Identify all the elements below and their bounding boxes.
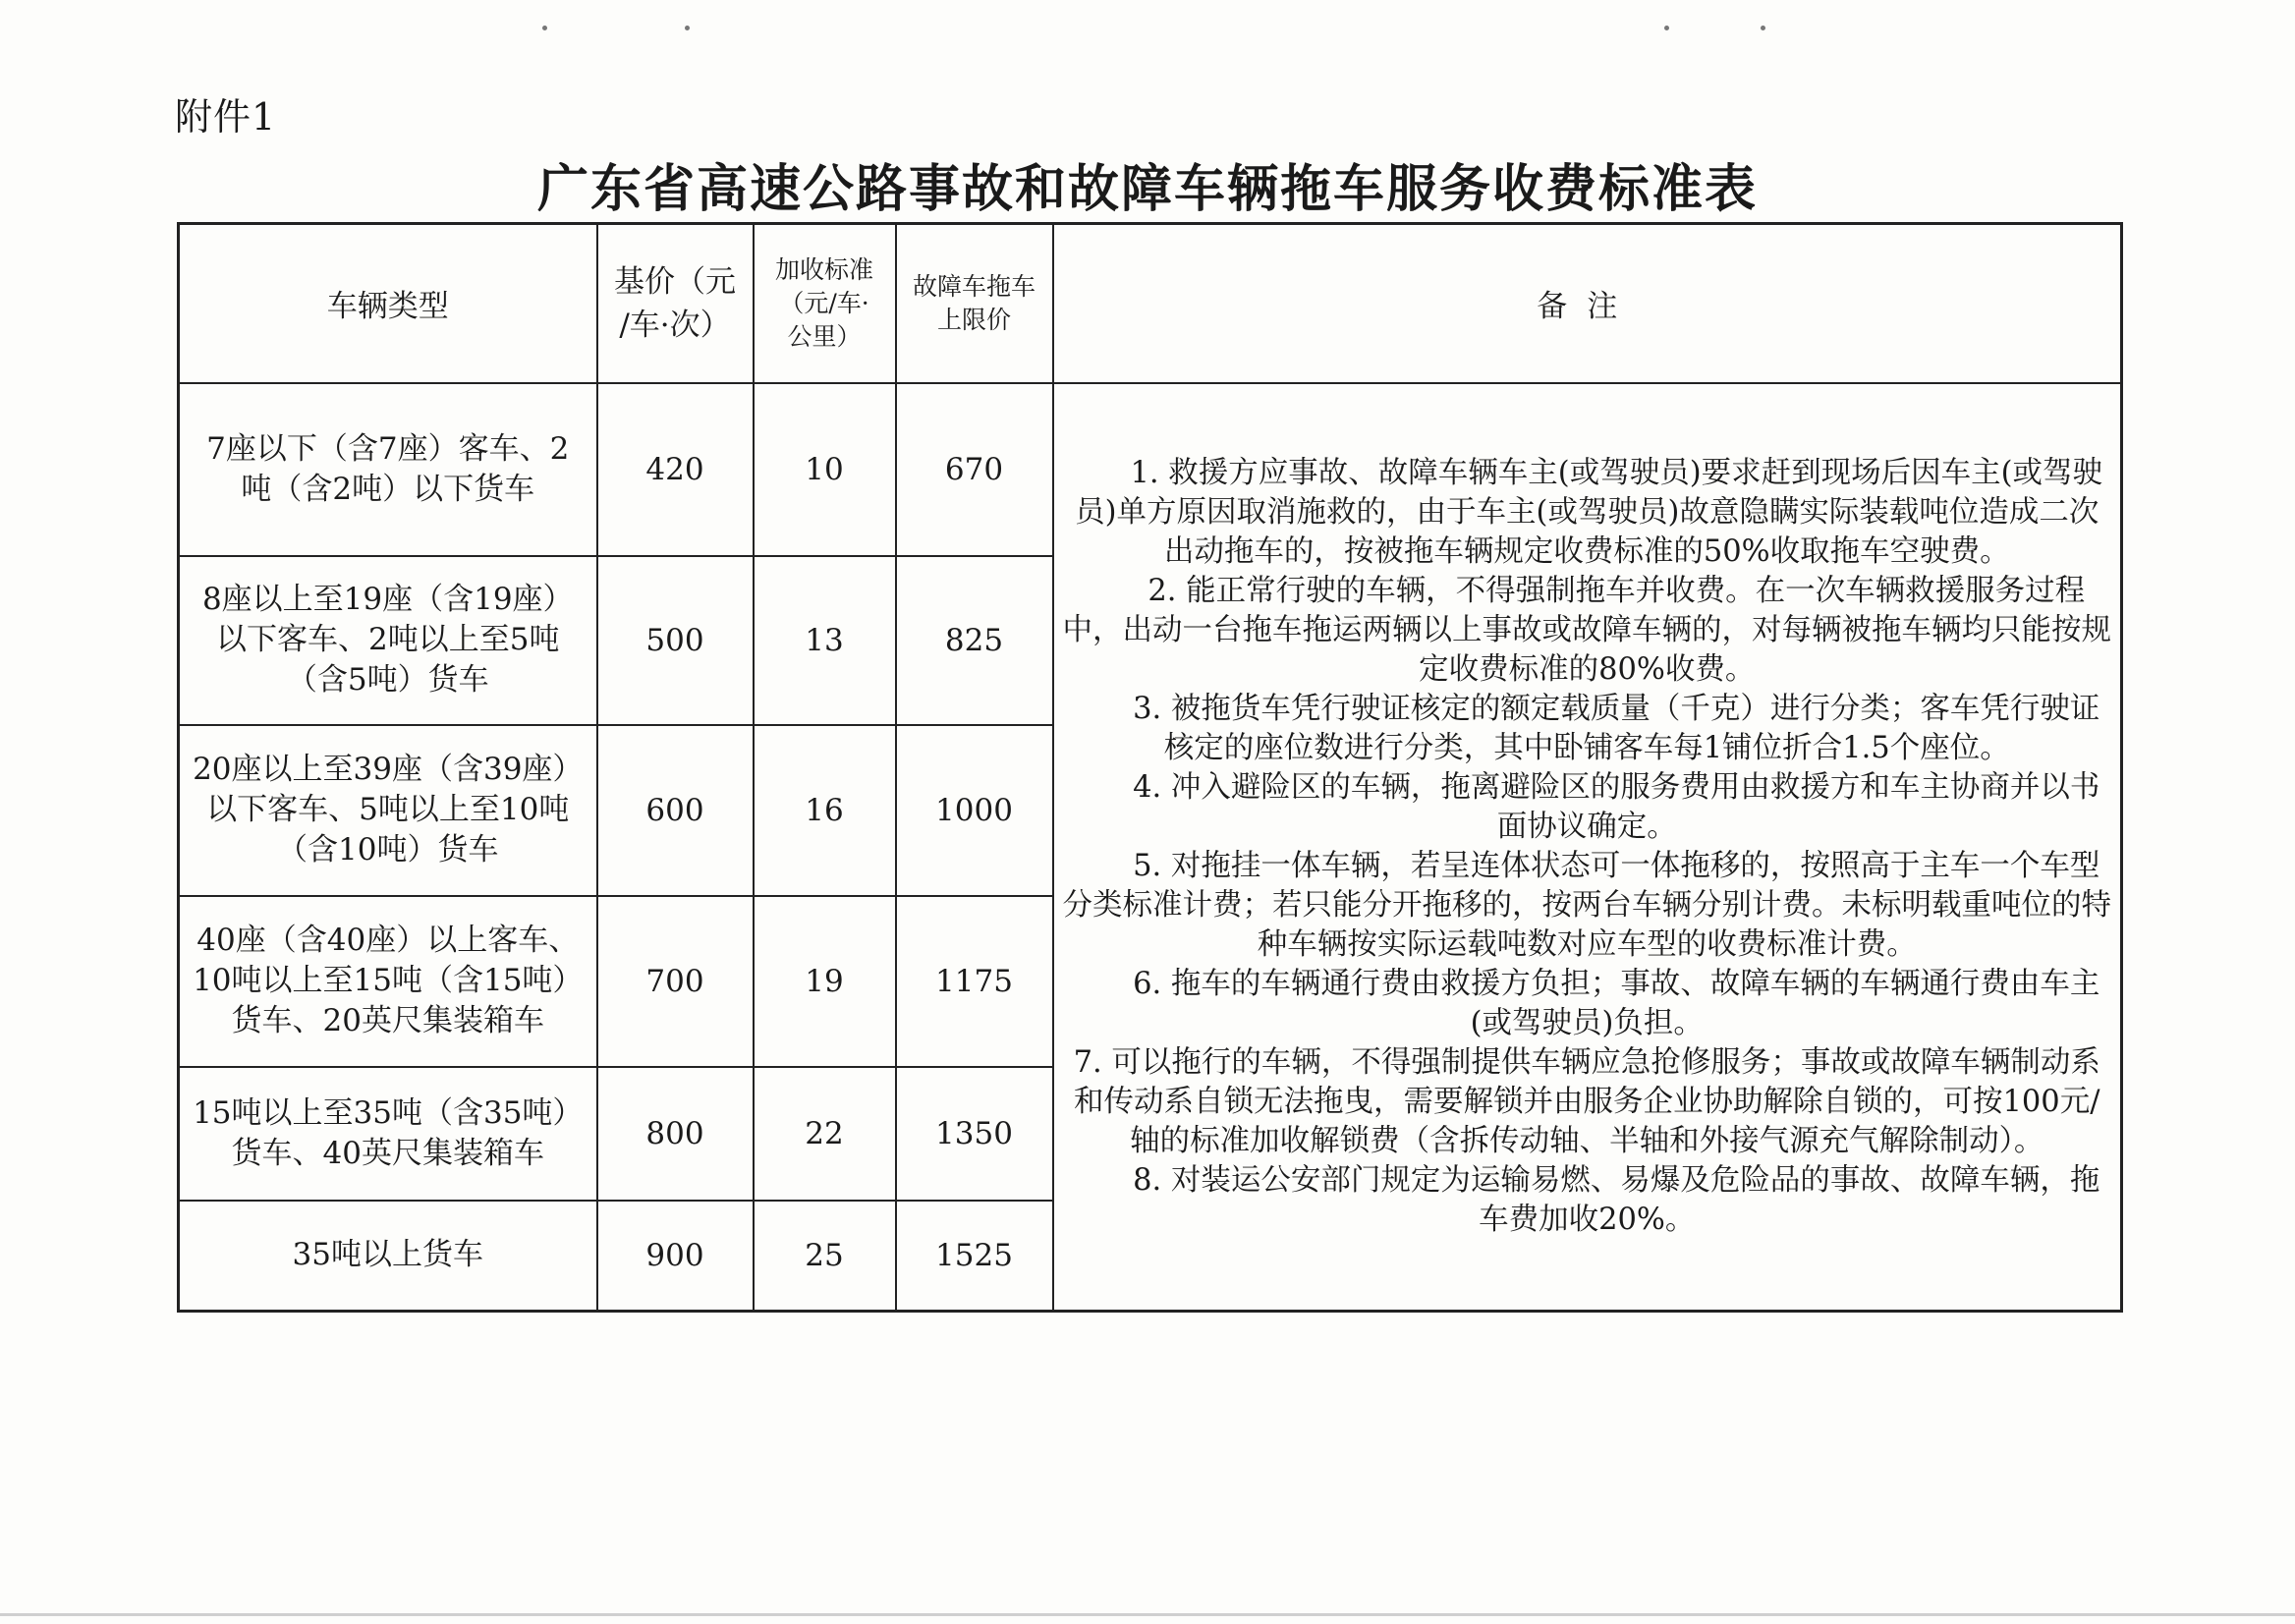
scan-speck <box>685 26 690 30</box>
table-row <box>179 383 2122 556</box>
surcharge-cell: 10 <box>754 383 896 556</box>
header-cap-line: 故障车拖车 <box>912 271 1036 301</box>
cap-price-cell: 1175 <box>896 896 1053 1067</box>
base-price-cell: 600 <box>597 725 754 896</box>
attachment-label: 附件1 <box>175 95 277 139</box>
note-item: 1. 救援方应事故、故障车辆车主(或驾驶员)要求赶到现场后因车主(或驾驶员)单方原因取消施救的，由于车主(或驾驶员)故意隐瞒实际装载吨位造成二次出动拖车的，按被拖车辆规定收费标准的50%收取拖车空驶费。 <box>1075 455 2102 569</box>
base-price-cell: 800 <box>597 1067 754 1201</box>
vehicle-type-cell <box>179 1067 597 1201</box>
header-cap-line: 上限价 <box>936 305 1011 334</box>
vehicle-type-line: 8座以上至19座（含19座） <box>201 582 574 617</box>
scan-edge-line <box>0 1613 2295 1616</box>
note-item: 3. 被拖货车凭行驶证核定的额定载质量（千克）进行分类；客车凭行驶证核定的座位数进行分类，其中卧铺客车每1铺位折合1.5个座位。 <box>1133 691 2100 765</box>
surcharge-cell: 13 <box>754 556 896 725</box>
vehicle-type-cell <box>179 383 597 556</box>
note-item: 6. 拖车的车辆通行费由救援方负担；事故、故障车辆的车辆通行费由车主(或驾驶员)负担。 <box>1133 966 2100 1040</box>
surcharge-cell: 22 <box>754 1067 896 1201</box>
header-surcharge-line: 公里） <box>787 321 862 351</box>
fee-standard-table <box>177 222 2123 1313</box>
cap-price-cell: 670 <box>896 383 1053 556</box>
vehicle-type-line: （含10吨）货车 <box>277 832 499 868</box>
vehicle-type-cell <box>179 896 597 1067</box>
cap-price-cell: 1525 <box>896 1201 1053 1312</box>
header-cap-price <box>896 224 1053 383</box>
header-surcharge-line: （元/车· <box>779 288 869 317</box>
header-surcharge-line: 加收标准 <box>774 254 873 284</box>
vehicle-type-line: 货车、40英尺集装箱车 <box>231 1135 544 1171</box>
cap-price-cell: 1350 <box>896 1067 1053 1201</box>
header-notes-label: 备注 <box>1537 289 1638 325</box>
header-base-price <box>597 224 754 383</box>
note-item: 5. 对拖挂一体车辆，若呈连体状态可一体拖移的，按照高于主车一个车型分类标准计费；若只能分开拖移的，按两台车辆分别计费。未标明载重吨位的特种车辆按实际运载吨数对应车型的收费标准计费。 <box>1062 848 2111 962</box>
vehicle-type-cell <box>179 556 597 725</box>
vehicle-type-line: 吨（含2吨）以下货车 <box>241 471 535 507</box>
scan-speck <box>1664 26 1669 30</box>
vehicle-type-line: 15吨以上至35吨（含35吨） <box>193 1094 584 1131</box>
vehicle-type-cell <box>179 1201 597 1312</box>
note-item: 7. 可以拖行的车辆，不得强制提供车辆应急抢修服务；事故或故障车辆制动系和传动系自锁无法拖曳，需要解锁并由服务企业协助解除自锁的，可按100元/轴的标准加收解锁费（含拆传动轴、半轴和外接气源充气解除制动）。 <box>1073 1044 2100 1158</box>
note-item: 2. 能正常行驶的车辆，不得强制拖车并收费。在一次车辆救援服务过程中，出动一台拖车拖运两辆以上事故或故障车辆的，对每辆被拖车辆均只能按规定收费标准的80%收费。 <box>1062 573 2111 687</box>
vehicle-type-line: 货车、20英尺集装箱车 <box>231 1003 544 1038</box>
vehicle-type-cell <box>179 725 597 896</box>
surcharge-cell: 19 <box>754 896 896 1067</box>
vehicle-type-line: （含5吨）货车 <box>286 662 489 698</box>
note-item: 4. 冲入避险区的车辆，拖离避险区的服务费用由救援方和车主协商并以书面协议确定。 <box>1133 769 2100 844</box>
header-surcharge <box>754 224 896 383</box>
header-vehicle-type: 车辆类型 <box>179 224 597 383</box>
surcharge-cell: 25 <box>754 1201 896 1312</box>
notes-cell <box>1053 383 2122 1312</box>
scan-speck <box>542 26 547 30</box>
surcharge-cell: 16 <box>754 725 896 896</box>
base-price-cell: 900 <box>597 1201 754 1312</box>
table-header-row <box>179 224 2122 383</box>
vehicle-type-line: 40座（含40座）以上客车、 <box>196 923 580 958</box>
header-base-price-line: /车·次） <box>619 307 731 343</box>
vehicle-type-line: 7座以下（含7座）客车、2 <box>206 430 570 467</box>
vehicle-type-line: 10吨以上至15吨（含15吨） <box>193 963 584 998</box>
scan-speck <box>1761 26 1765 30</box>
header-base-price-line: 基价（元 <box>614 263 736 300</box>
vehicle-type-line: 20座以上至39座（含39座） <box>193 752 584 787</box>
header-notes <box>1053 224 2122 383</box>
document-title: 广东省高速公路事故和故障车辆拖车服务收费标准表 <box>536 159 1758 219</box>
cap-price-cell: 1000 <box>896 725 1053 896</box>
vehicle-type-line: 35吨以上货车 <box>292 1237 483 1273</box>
note-item: 8. 对装运公安部门规定为运输易燃、易爆及危险品的事故、故障车辆，拖车费加收20%。 <box>1133 1162 2100 1237</box>
base-price-cell: 700 <box>597 896 754 1067</box>
cap-price-cell: 825 <box>896 556 1053 725</box>
base-price-cell: 500 <box>597 556 754 725</box>
vehicle-type-line: 以下客车、5吨以上至10吨 <box>206 792 570 827</box>
vehicle-type-line: 以下客车、2吨以上至5吨 <box>216 622 560 657</box>
base-price-cell: 420 <box>597 383 754 556</box>
